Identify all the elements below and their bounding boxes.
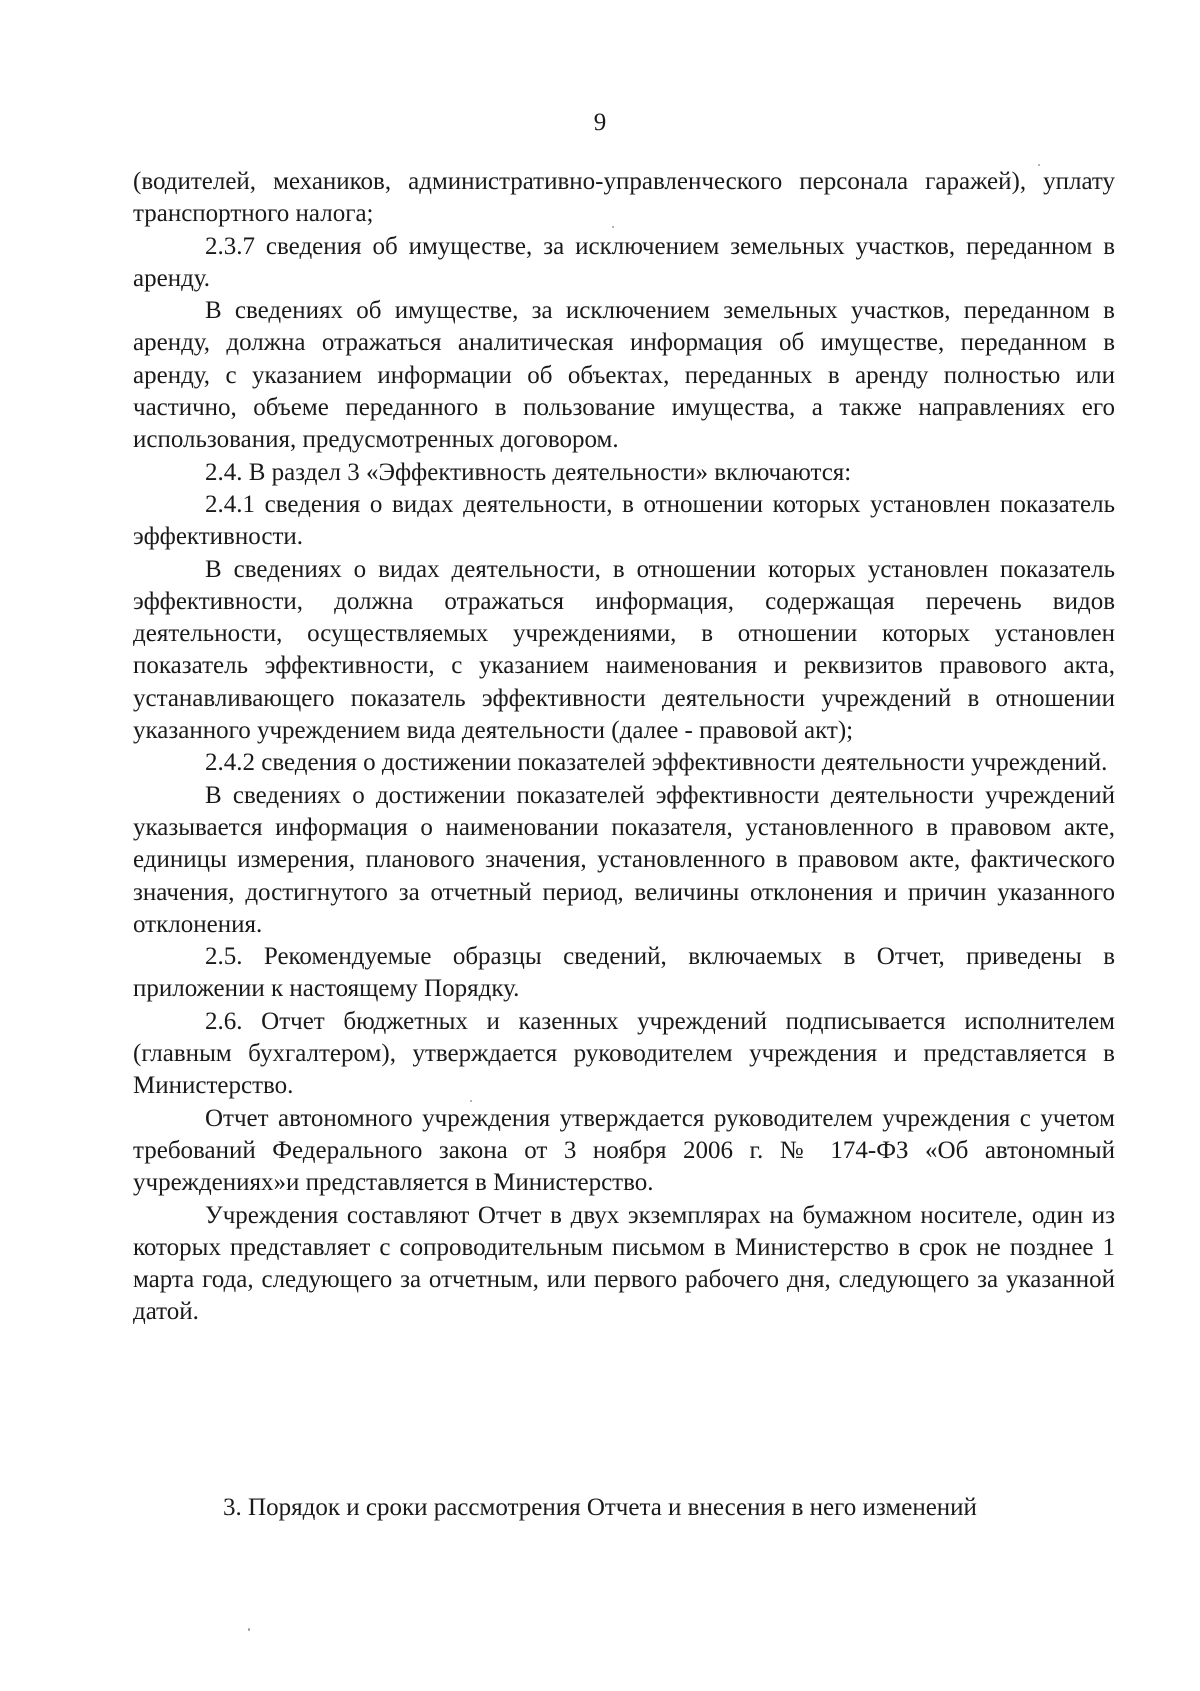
paragraph-activity-types-details: В сведениях о видах деятельности, в отношении которых установлен показатель эффективности, должна отражаться информация, содержащая перечень видов деятельности, осуществляемых учреждениями, в отношении которых установлен показатель эффективности, с указанием наименования и реквизитов правового акта, устанавливающего показатель эффективности деятельности учреждений в отношении указанного учреждением вида деятельности (далее - правовой акт);	[133, 555, 1115, 745]
section-heading: 3. Порядок и сроки рассмотрения Отчета и внесения в него изменений	[223, 1494, 977, 1521]
document-body	[133, 166, 1115, 1329]
paragraph-continuation: (водителей, механиков, административно-управленческого персонала гаражей), уплату транспортного налога;	[133, 168, 1115, 228]
paragraph-2-4: 2.4. В раздел 3 «Эффективность деятельности» включаются:	[205, 458, 852, 486]
page-number: 9	[593, 109, 607, 136]
paragraph-2-3-7: 2.3.7 сведения об имуществе, за исключением земельных участков, переданном в аренду.	[133, 232, 1115, 292]
paragraph-2-4-1: 2.4.1 сведения о видах деятельности, в отношении которых установлен показатель эффективности.	[133, 490, 1115, 551]
scan-speck	[248, 1628, 250, 1631]
paragraph-2-4-2: 2.4.2 сведения о достижении показателей эффективности деятельности учреждений.	[205, 749, 1108, 777]
scan-speck	[1038, 164, 1040, 166]
paragraph-2-6: 2.6. Отчет бюджетных и казенных учреждений подписывается исполнителем (главным бухгалтером), утверждается руководителем учреждения и представляется в Министерство.	[133, 1007, 1115, 1100]
paragraph-submission-terms: Учреждения составляют Отчет в двух экземплярах на бумажном носителе, один из которых представляет с сопроводительным письмом в Министерство в срок не позднее 1 марта года, следующего за отчетным, или первого рабочего дня, следующего за указанной датой.	[133, 1201, 1115, 1326]
paragraph-2-5: 2.5. Рекомендуемые образцы сведений, включаемых в Отчет, приведены в приложении к настоящему Порядку.	[133, 943, 1115, 1003]
scan-speck	[470, 1100, 472, 1102]
paragraph-leased-property-details: В сведениях об имуществе, за исключением земельных участков, переданном в аренду, должна отражаться аналитическая информация об имуществе, переданном в аренду, с указанием информации об объектах, переданных в аренду полностью или частично, объеме переданного в пользование имущества, а также направлениях его использования, предусмотренных договором.	[133, 297, 1115, 454]
paragraph-indicators-details: В сведениях о достижении показателей эффективности деятельности учреждений указывается информация о наименовании показателя, установленного в правовом акте, единицы измерения, планового значения, установленного в правовом акте, фактического значения, достигнутого за отчетный период, величины отклонения и причин указанного отклонения.	[133, 781, 1115, 938]
paragraph-autonomous-report: Отчет автономного учреждения утверждается руководителем учреждения с учетом требований Федерального закона от 3 ноября 2006 г. № 174-ФЗ «Об автономный учреждениях»и представляется в Министерство.	[133, 1104, 1115, 1197]
scan-speck	[612, 226, 614, 228]
